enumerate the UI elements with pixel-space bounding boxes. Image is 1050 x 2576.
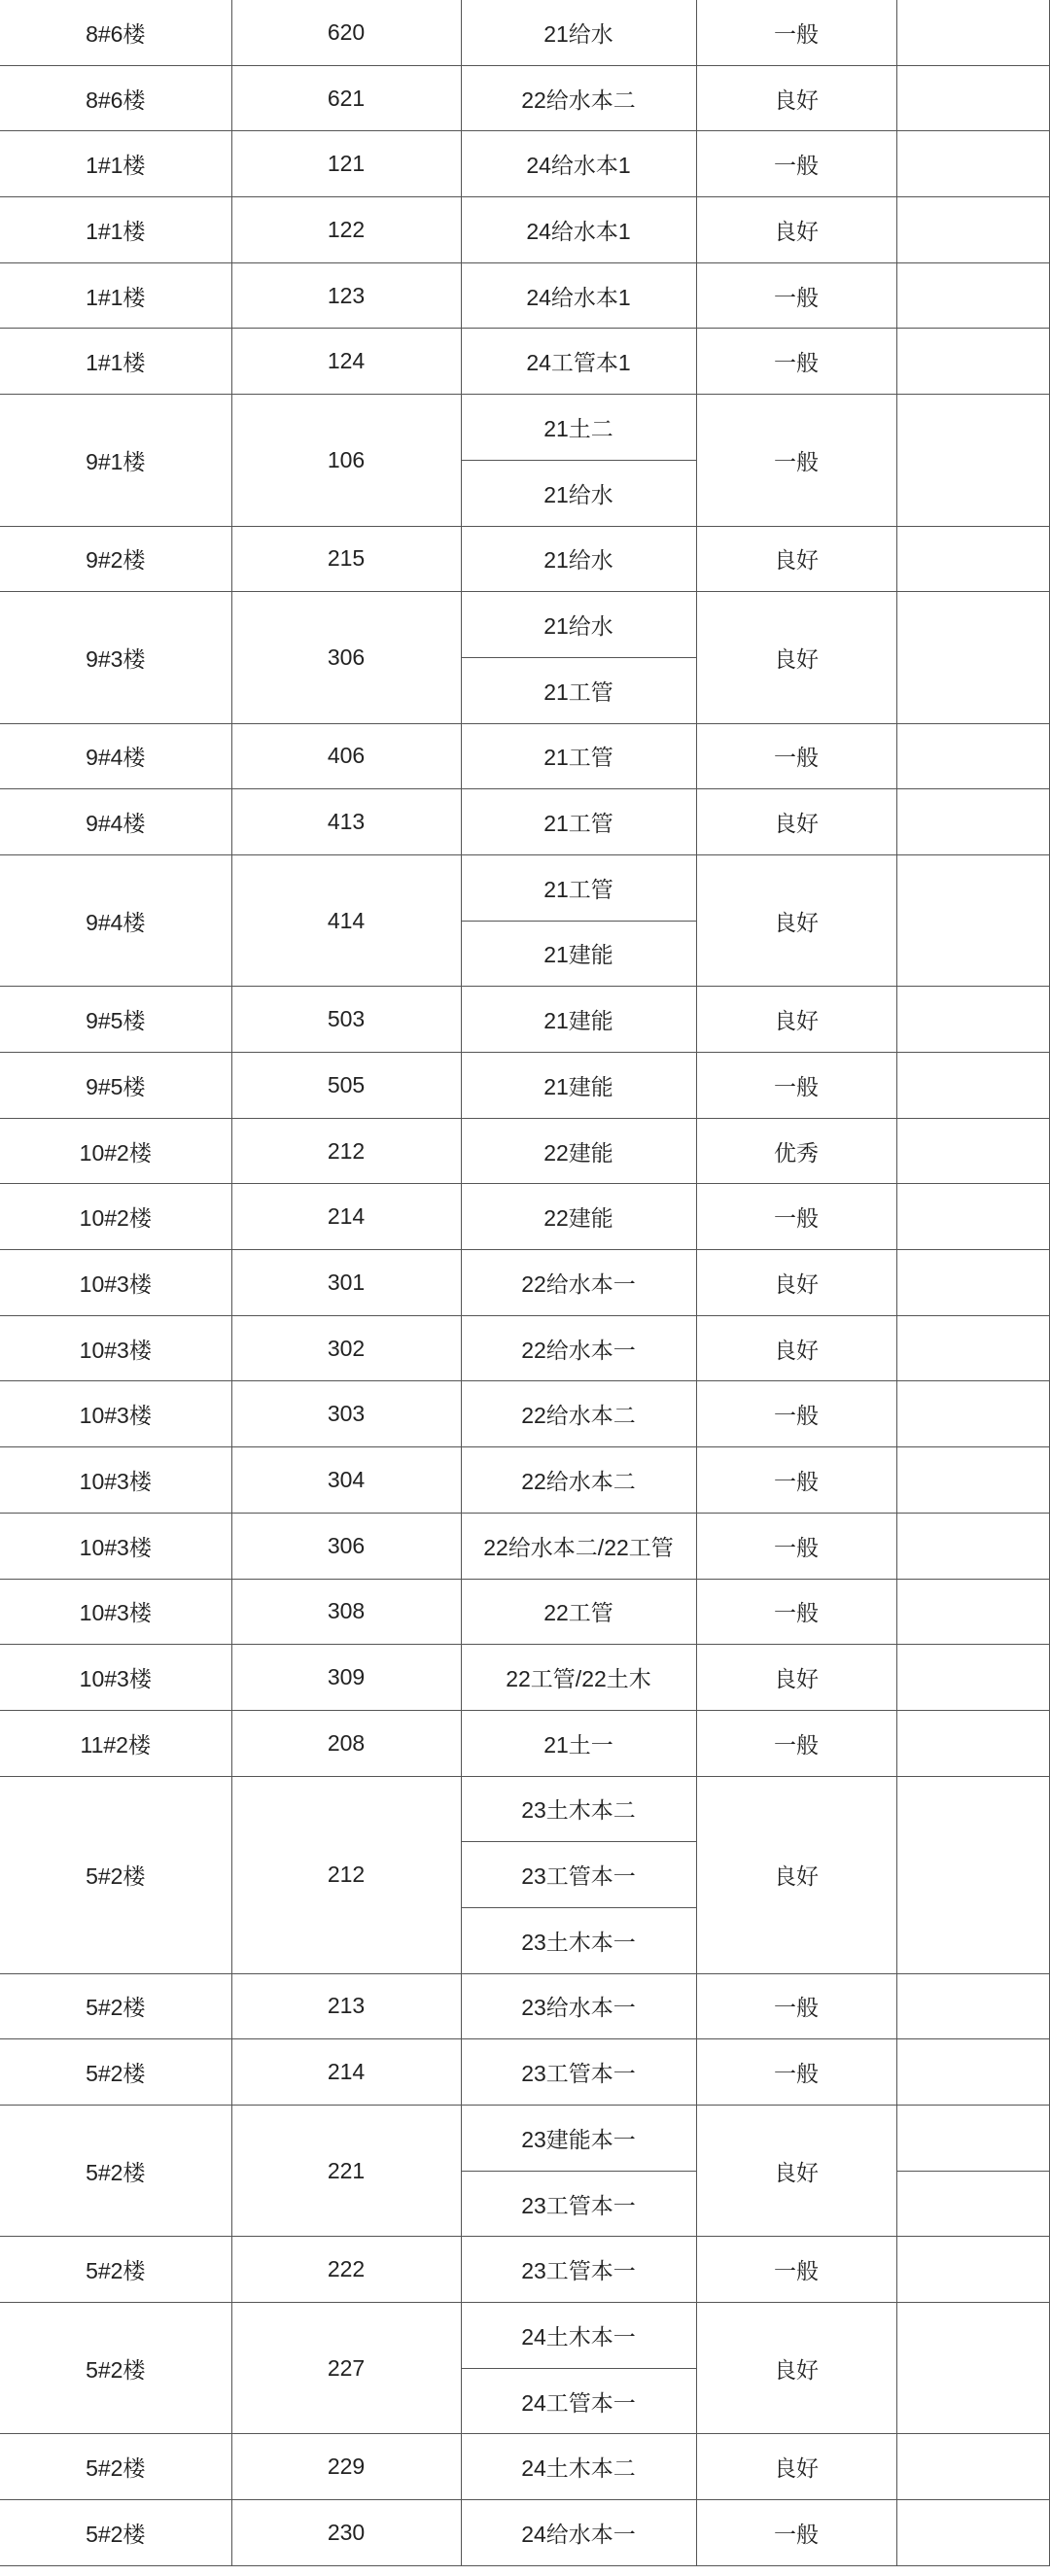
class-cell: 23工管本一 xyxy=(461,2171,696,2237)
table-row xyxy=(0,987,1049,1053)
rating-cell: 良好 xyxy=(696,526,896,592)
notes-cell xyxy=(896,0,1049,65)
notes-cell xyxy=(896,2171,1049,2237)
class-cell: 24工管本1 xyxy=(461,329,696,395)
class-cell: 23土木本二 xyxy=(461,1776,696,1842)
rating-cell: 一般 xyxy=(696,2500,896,2566)
rating-cell: 优秀 xyxy=(696,1118,896,1184)
class-cell: 22给水本二/22工管 xyxy=(461,1513,696,1579)
class-cell: 24工管本一 xyxy=(461,2368,696,2434)
table-row xyxy=(0,592,1049,658)
building-cell: 10#2楼 xyxy=(0,1184,231,1250)
notes-cell xyxy=(896,1776,1049,1973)
rating-cell: 一般 xyxy=(696,1184,896,1250)
room-cell: 503 xyxy=(231,987,461,1053)
building-cell: 5#2楼 xyxy=(0,2500,231,2566)
table-row xyxy=(0,1118,1049,1184)
class-cell: 21给水 xyxy=(461,0,696,65)
rating-cell: 良好 xyxy=(696,1315,896,1381)
building-cell: 9#5楼 xyxy=(0,987,231,1053)
table-row xyxy=(0,1579,1049,1645)
building-cell: 8#6楼 xyxy=(0,0,231,65)
building-cell: 5#2楼 xyxy=(0,2039,231,2106)
class-cell: 22工管 xyxy=(461,1579,696,1645)
table-row xyxy=(0,1184,1049,1250)
rating-cell: 一般 xyxy=(696,2039,896,2106)
table-row xyxy=(0,131,1049,197)
table-row xyxy=(0,2303,1049,2369)
rating-cell: 良好 xyxy=(696,789,896,855)
table-row xyxy=(0,1645,1049,1711)
rating-cell: 良好 xyxy=(696,987,896,1053)
table-row xyxy=(0,854,1049,921)
notes-cell xyxy=(896,1973,1049,2039)
notes-cell xyxy=(896,262,1049,329)
building-cell: 5#2楼 xyxy=(0,2434,231,2500)
room-cell: 221 xyxy=(231,2106,461,2237)
class-cell: 23土木本一 xyxy=(461,1907,696,1973)
notes-cell xyxy=(896,789,1049,855)
table-row xyxy=(0,262,1049,329)
notes-cell xyxy=(896,2500,1049,2566)
class-cell: 21土二 xyxy=(461,395,696,461)
room-cell: 505 xyxy=(231,1053,461,1119)
table-row xyxy=(0,1513,1049,1579)
room-cell: 230 xyxy=(231,2500,461,2566)
table-row xyxy=(0,1710,1049,1776)
rating-cell: 一般 xyxy=(696,1513,896,1579)
table-row xyxy=(0,723,1049,789)
class-cell: 22工管/22土木 xyxy=(461,1645,696,1711)
table-row xyxy=(0,2106,1049,2172)
rating-cell: 一般 xyxy=(696,1447,896,1514)
class-cell: 21建能 xyxy=(461,1053,696,1119)
building-cell: 10#3楼 xyxy=(0,1513,231,1579)
rating-cell: 一般 xyxy=(696,0,896,65)
notes-cell xyxy=(896,1710,1049,1776)
building-cell: 9#4楼 xyxy=(0,789,231,855)
building-cell: 11#2楼 xyxy=(0,1710,231,1776)
building-cell: 9#4楼 xyxy=(0,723,231,789)
rating-cell: 良好 xyxy=(696,854,896,986)
rating-cell: 良好 xyxy=(696,2434,896,2500)
room-cell: 413 xyxy=(231,789,461,855)
room-cell: 213 xyxy=(231,1973,461,2039)
class-cell: 21给水 xyxy=(461,460,696,526)
room-cell: 306 xyxy=(231,592,461,723)
room-cell: 208 xyxy=(231,1710,461,1776)
notes-cell xyxy=(896,2106,1049,2172)
notes-cell xyxy=(896,197,1049,263)
room-cell: 229 xyxy=(231,2434,461,2500)
table-row xyxy=(0,2434,1049,2500)
notes-cell xyxy=(896,1579,1049,1645)
table-row xyxy=(0,526,1049,592)
rating-cell: 一般 xyxy=(696,1710,896,1776)
notes-cell xyxy=(896,854,1049,986)
class-cell: 24给水本1 xyxy=(461,197,696,263)
class-cell: 21工管 xyxy=(461,789,696,855)
room-cell: 215 xyxy=(231,526,461,592)
class-cell: 24给水本1 xyxy=(461,262,696,329)
table-row xyxy=(0,1381,1049,1447)
class-cell: 22建能 xyxy=(461,1184,696,1250)
rating-cell: 一般 xyxy=(696,1381,896,1447)
table-row xyxy=(0,1447,1049,1514)
class-cell: 22给水本二 xyxy=(461,1381,696,1447)
rating-cell: 一般 xyxy=(696,329,896,395)
rating-cell: 良好 xyxy=(696,2303,896,2434)
building-cell: 1#1楼 xyxy=(0,131,231,197)
room-cell: 123 xyxy=(231,262,461,329)
table-row xyxy=(0,789,1049,855)
rating-cell: 一般 xyxy=(696,395,896,526)
rating-cell: 一般 xyxy=(696,1053,896,1119)
room-cell: 106 xyxy=(231,395,461,526)
building-cell: 9#2楼 xyxy=(0,526,231,592)
building-cell: 1#1楼 xyxy=(0,197,231,263)
class-cell: 23建能本一 xyxy=(461,2106,696,2172)
notes-cell xyxy=(896,1118,1049,1184)
building-cell: 10#3楼 xyxy=(0,1579,231,1645)
class-cell: 21工管 xyxy=(461,723,696,789)
notes-cell xyxy=(896,592,1049,723)
notes-cell xyxy=(896,723,1049,789)
table-row xyxy=(0,1250,1049,1316)
notes-cell xyxy=(896,1053,1049,1119)
building-cell: 5#2楼 xyxy=(0,2106,231,2237)
class-cell: 21建能 xyxy=(461,921,696,987)
class-cell: 23给水本一 xyxy=(461,1973,696,2039)
rating-cell: 一般 xyxy=(696,723,896,789)
notes-cell xyxy=(896,987,1049,1053)
rating-cell: 一般 xyxy=(696,1973,896,2039)
class-cell: 22给水本二 xyxy=(461,65,696,131)
notes-cell xyxy=(896,2039,1049,2106)
room-cell: 222 xyxy=(231,2237,461,2303)
rating-cell: 良好 xyxy=(696,1645,896,1711)
rating-cell: 良好 xyxy=(696,197,896,263)
room-cell: 122 xyxy=(231,197,461,263)
room-cell: 301 xyxy=(231,1250,461,1316)
notes-cell xyxy=(896,1645,1049,1711)
table-row xyxy=(0,0,1049,65)
building-cell: 9#4楼 xyxy=(0,854,231,986)
class-cell: 21工管 xyxy=(461,657,696,723)
building-cell: 10#3楼 xyxy=(0,1645,231,1711)
building-cell: 10#3楼 xyxy=(0,1250,231,1316)
notes-cell xyxy=(896,1315,1049,1381)
room-cell: 121 xyxy=(231,131,461,197)
building-cell: 1#1楼 xyxy=(0,262,231,329)
room-cell: 621 xyxy=(231,65,461,131)
room-cell: 414 xyxy=(231,854,461,986)
table-row xyxy=(0,1973,1049,2039)
table-row xyxy=(0,395,1049,461)
notes-cell xyxy=(896,1447,1049,1514)
room-cell: 406 xyxy=(231,723,461,789)
notes-cell xyxy=(896,2434,1049,2500)
class-cell: 22给水本二 xyxy=(461,1447,696,1514)
table-row xyxy=(0,329,1049,395)
class-cell: 23工管本一 xyxy=(461,1842,696,1908)
notes-cell xyxy=(896,1250,1049,1316)
table-row xyxy=(0,1776,1049,1842)
room-cell: 302 xyxy=(231,1315,461,1381)
notes-cell xyxy=(896,65,1049,131)
notes-cell xyxy=(896,395,1049,526)
rating-cell: 良好 xyxy=(696,65,896,131)
class-cell: 21工管 xyxy=(461,854,696,921)
table-row xyxy=(0,65,1049,131)
class-cell: 21土一 xyxy=(461,1710,696,1776)
class-cell: 23工管本一 xyxy=(461,2237,696,2303)
rating-cell: 良好 xyxy=(696,2106,896,2237)
room-cell: 124 xyxy=(231,329,461,395)
table-row xyxy=(0,1053,1049,1119)
class-cell: 21建能 xyxy=(461,987,696,1053)
class-cell: 24给水本一 xyxy=(461,2500,696,2566)
building-cell: 5#2楼 xyxy=(0,2303,231,2434)
table-row xyxy=(0,197,1049,263)
building-cell: 10#3楼 xyxy=(0,1447,231,1514)
class-cell: 24给水本1 xyxy=(461,131,696,197)
building-cell: 10#3楼 xyxy=(0,1315,231,1381)
class-cell: 22建能 xyxy=(461,1118,696,1184)
rating-cell: 一般 xyxy=(696,131,896,197)
building-cell: 9#5楼 xyxy=(0,1053,231,1119)
rating-cell: 良好 xyxy=(696,1250,896,1316)
class-cell: 22给水本一 xyxy=(461,1250,696,1316)
class-cell: 23工管本一 xyxy=(461,2039,696,2106)
notes-cell xyxy=(896,1381,1049,1447)
class-cell: 24土木本一 xyxy=(461,2303,696,2369)
notes-cell xyxy=(896,1513,1049,1579)
notes-cell xyxy=(896,131,1049,197)
notes-cell xyxy=(896,2303,1049,2434)
room-cell: 212 xyxy=(231,1776,461,1973)
rating-cell: 良好 xyxy=(696,1776,896,1973)
room-cell: 620 xyxy=(231,0,461,65)
building-cell: 5#2楼 xyxy=(0,2237,231,2303)
building-cell: 1#1楼 xyxy=(0,329,231,395)
rating-cell: 一般 xyxy=(696,262,896,329)
table-row xyxy=(0,2237,1049,2303)
building-cell: 9#3楼 xyxy=(0,592,231,723)
building-cell: 10#3楼 xyxy=(0,1381,231,1447)
room-cell: 212 xyxy=(231,1118,461,1184)
room-cell: 308 xyxy=(231,1579,461,1645)
rating-cell: 一般 xyxy=(696,1579,896,1645)
building-cell: 8#6楼 xyxy=(0,65,231,131)
class-cell: 21给水 xyxy=(461,592,696,658)
class-cell: 21给水 xyxy=(461,526,696,592)
notes-cell xyxy=(896,329,1049,395)
class-cell: 24土木本二 xyxy=(461,2434,696,2500)
room-cell: 214 xyxy=(231,1184,461,1250)
room-cell: 227 xyxy=(231,2303,461,2434)
table-row xyxy=(0,1315,1049,1381)
room-cell: 309 xyxy=(231,1645,461,1711)
room-cell: 304 xyxy=(231,1447,461,1514)
notes-cell xyxy=(896,1184,1049,1250)
notes-cell xyxy=(896,526,1049,592)
notes-cell xyxy=(896,2237,1049,2303)
room-cell: 214 xyxy=(231,2039,461,2106)
rating-cell: 良好 xyxy=(696,592,896,723)
room-cell: 306 xyxy=(231,1513,461,1579)
room-cell: 303 xyxy=(231,1381,461,1447)
building-cell: 5#2楼 xyxy=(0,1973,231,2039)
rating-cell: 一般 xyxy=(696,2237,896,2303)
table-row xyxy=(0,2039,1049,2106)
class-cell: 22给水本一 xyxy=(461,1315,696,1381)
building-cell: 5#2楼 xyxy=(0,1776,231,1973)
table-row xyxy=(0,2500,1049,2566)
building-cell: 9#1楼 xyxy=(0,395,231,526)
building-cell: 10#2楼 xyxy=(0,1118,231,1184)
